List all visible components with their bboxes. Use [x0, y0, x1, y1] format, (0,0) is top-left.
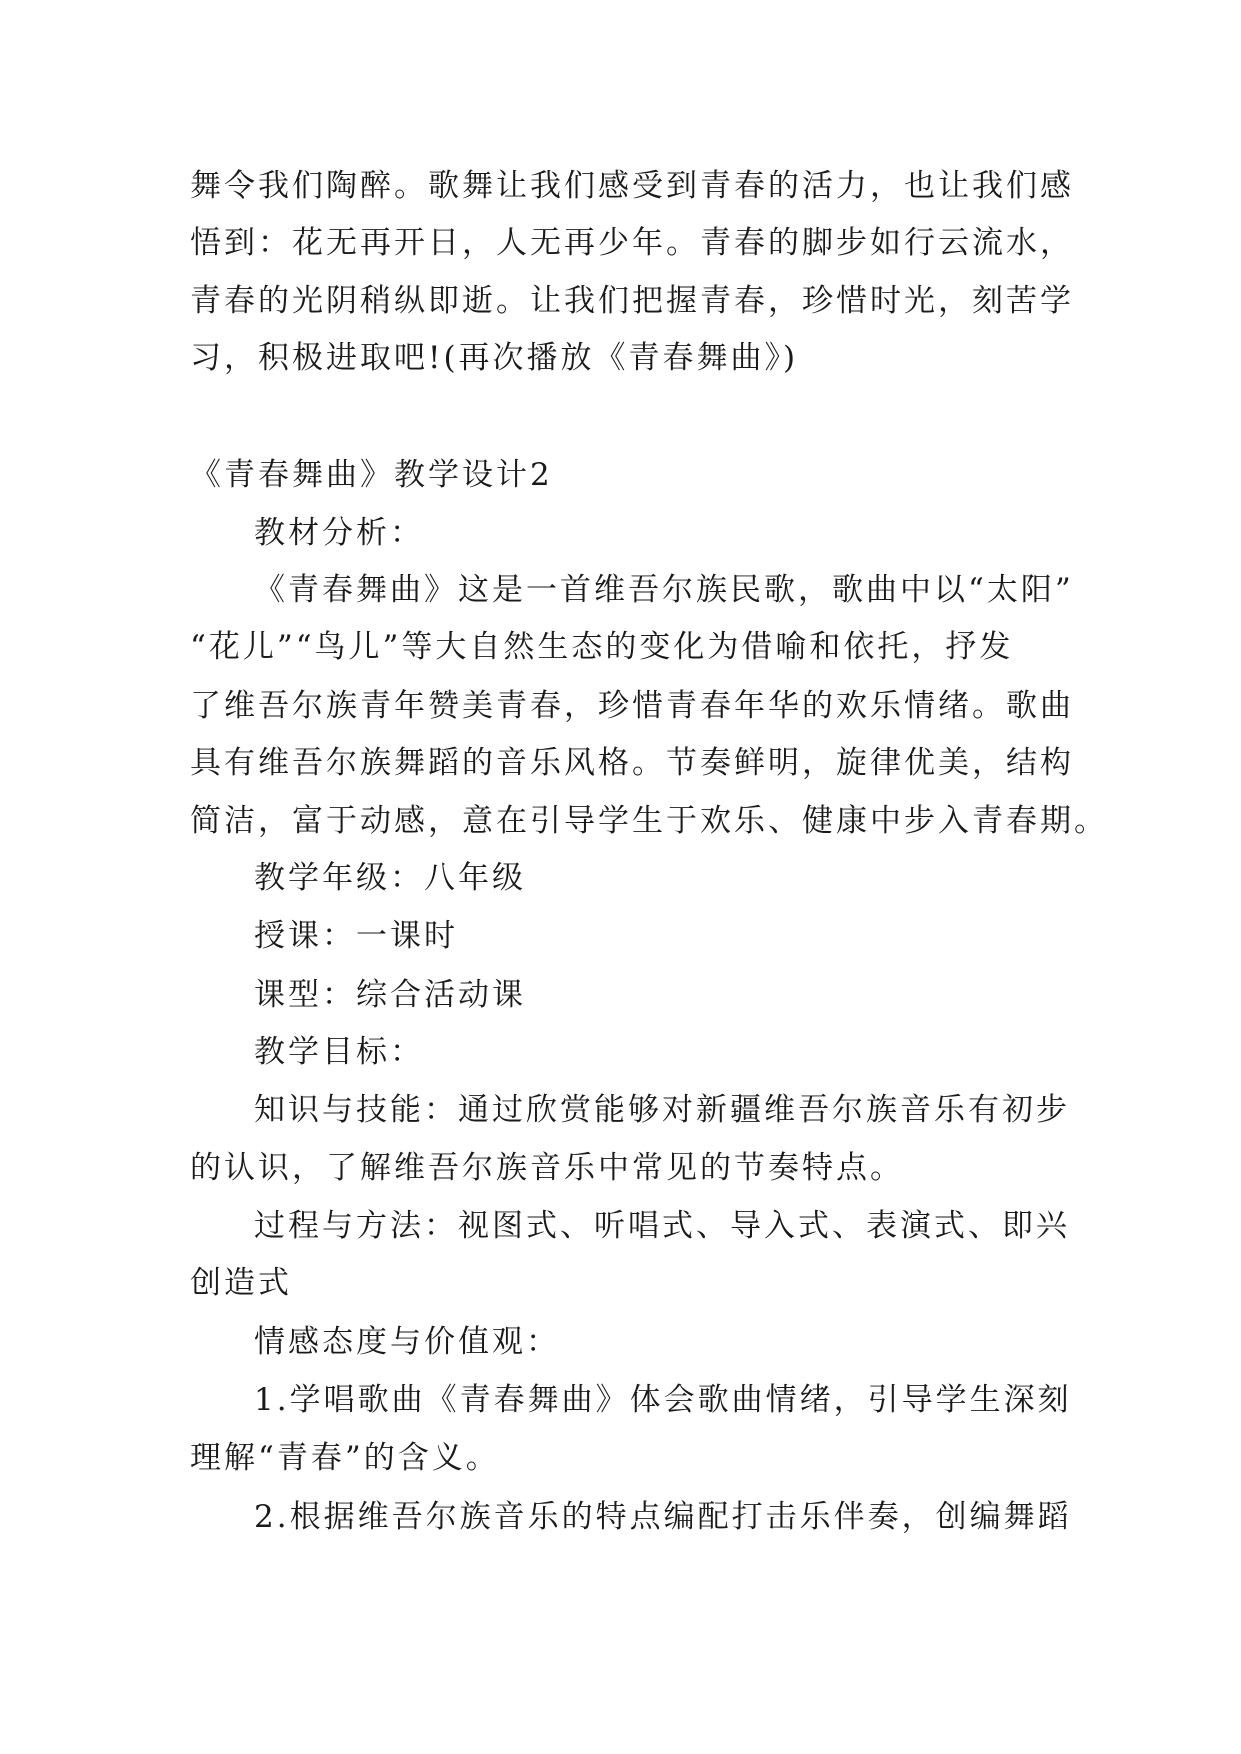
paragraph-line: 简洁，富于动感，意在引导学生于欢乐、健康中步入青春期。 — [190, 803, 1108, 839]
section-heading: 《青春舞曲》教学设计2 — [190, 457, 553, 493]
paragraph-line: 创造式 — [190, 1265, 292, 1301]
subheading-objectives: 教学目标： — [254, 1034, 424, 1070]
paragraph-line: 习，积极进取吧!(再次播放《青春舞曲》) — [190, 340, 799, 376]
paragraph-line: 了维吾尔族青年赞美青春，珍惜青春年华的欢乐情绪。歌曲 — [190, 688, 1074, 724]
paragraph-line: 《青春舞曲》这是一首维吾尔族民歌，歌曲中以“太阳” — [254, 572, 1074, 608]
paragraph-line: 的认识，了解维吾尔族音乐中常见的节奏特点。 — [190, 1150, 904, 1186]
lesson-count-line: 授课：一课时 — [254, 918, 458, 954]
paragraph-line: 舞令我们陶醉。歌舞让我们感受到青春的活力，也让我们感 — [190, 168, 1074, 204]
lesson-type-line: 课型：综合活动课 — [254, 977, 526, 1013]
subheading-material-analysis: 教材分析： — [254, 515, 424, 551]
paragraph-line: 过程与方法：视图式、听唱式、导入式、表演式、即兴 — [254, 1208, 1070, 1244]
paragraph-line: 悟到：花无再开日，人无再少年。青春的脚步如行云流水， — [190, 225, 1074, 261]
paragraph-line: 理解“青春”的含义。 — [190, 1440, 500, 1476]
paragraph-line: 青春的光阴稍纵即逝。让我们把握青春，珍惜时光，刻苦学 — [190, 283, 1074, 319]
paragraph-line: “花儿”“鸟儿”等大自然生态的变化为借喻和依托，抒发 — [190, 629, 1014, 665]
grade-line: 教学年级：八年级 — [254, 860, 526, 896]
list-item: 1.学唱歌曲《青春舞曲》体会歌曲情绪，引导学生深刻 — [254, 1382, 1072, 1418]
paragraph-line: 知识与技能：通过欣赏能够对新疆维吾尔族音乐有初步 — [254, 1092, 1070, 1128]
subheading-attitudes: 情感态度与价值观： — [254, 1324, 560, 1360]
list-item: 2.根据维吾尔族音乐的特点编配打击乐伴奏，创编舞蹈 — [254, 1499, 1072, 1535]
paragraph-line: 具有维吾尔族舞蹈的音乐风格。节奏鲜明，旋律优美，结构 — [190, 745, 1074, 781]
